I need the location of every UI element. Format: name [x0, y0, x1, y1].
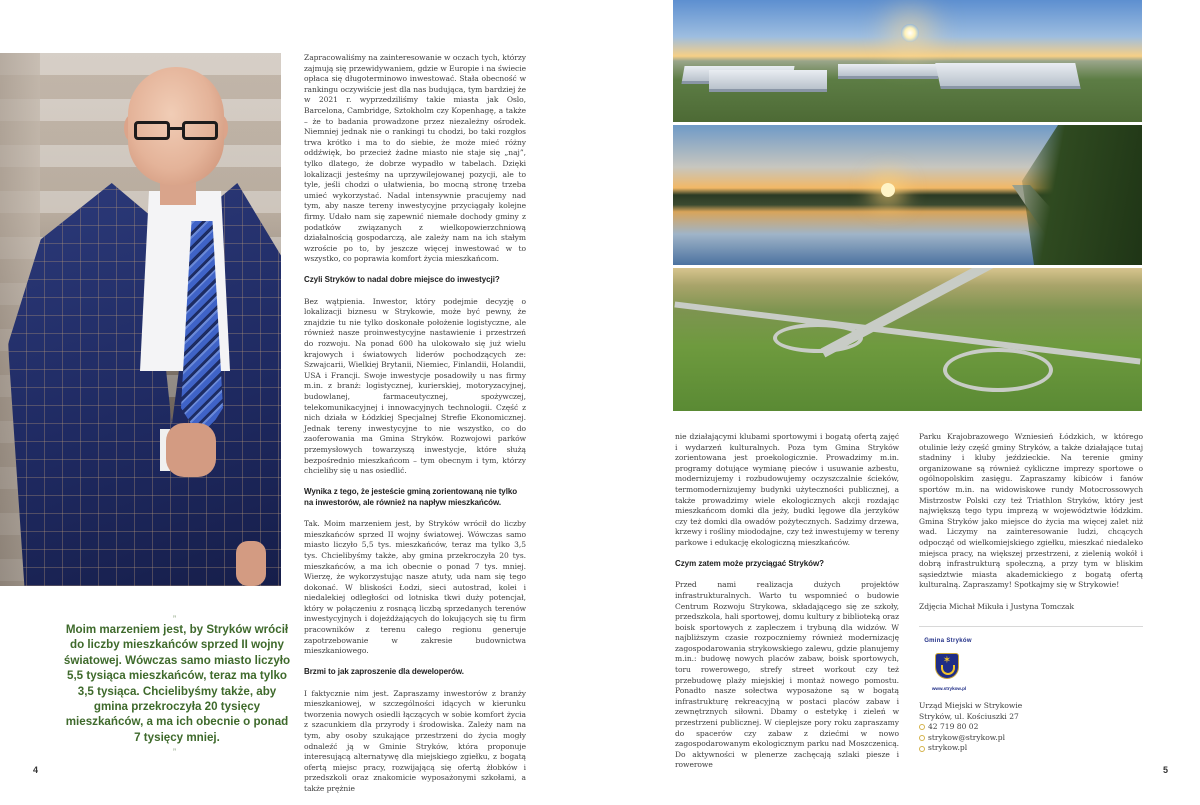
article-column-2 — [675, 432, 899, 771]
hand — [236, 541, 266, 586]
contact-email-row — [919, 733, 1022, 744]
email-icon — [919, 735, 925, 741]
contact-website-row — [919, 743, 1022, 754]
quote-open-icon: ” — [173, 614, 176, 624]
page-number-left: 4 — [33, 765, 39, 775]
warehouse — [709, 70, 827, 92]
gmina-strykow-logo — [924, 643, 970, 689]
hand — [166, 423, 216, 477]
paragraph: I faktycznie nim jest. Zapraszamy inwestorów z branży mieszkaniowej, w szczególności idących w kierunku tworzenia nowych osiedli łączących w sobie komfort życia z szacunkiem dla przyrody i środowiska. Zależy nam na tym, aby osoby szukające przestrzeni do życia mogły odnaleźć ją w Gminie Stryków, która proponuje interesującą alternatywę dla miejskiego zgiełku, z bogatą ofertą miejsc pracy, rozwijającą się ofertą żłobków i przedszkoli oraz znakomicie wyposażonymi szkołami, a także prężnie — [304, 688, 526, 793]
quote-close-icon: ” — [173, 747, 176, 757]
contact-website-link[interactable]: strykow.pl — [928, 743, 968, 753]
sun — [881, 183, 895, 197]
suit-jacket — [8, 183, 281, 586]
crescent-moon-icon — [941, 665, 955, 675]
glasses — [134, 121, 218, 141]
photo-lake — [673, 125, 1142, 265]
interchange-loop — [943, 348, 1053, 392]
interview-question: Czym zatem może przyciągać Stryków? — [675, 559, 824, 569]
portrait-photo — [0, 53, 281, 586]
photo-industrial-park — [673, 0, 1142, 122]
article-column-3 — [919, 432, 1143, 645]
pull-quote: Moim marzeniem jest, by Stryków wrócił do liczby mieszkańców sprzed II wojny światowej. Wówczas samo miasto liczyło 5,5 tysiąca mieszkańców, teraz ma tylko 3,5 tysiąca. Chcielibyśmy także, aby gmina przekroczyła 20 tysięcy mieszkańców, a ma ich obecnie o ponad 7 tysięcy mniej. — [63, 623, 291, 744]
logo-text: Gmina Stryków — [924, 638, 972, 644]
interview-question: Czyli Stryków to nadal dobre miejsce do inwestycji? — [304, 275, 500, 285]
contact-block — [919, 701, 1022, 754]
article-column-1 — [304, 53, 526, 795]
page-number-right: 5 — [1163, 765, 1169, 775]
coat-of-arms-icon — [935, 653, 959, 679]
contact-name: Urząd Miejski w Strykowie — [919, 701, 1023, 710]
paragraph: nie działającymi klubami sportowymi i bogatą ofertą zajęć i wydarzeń kulturalnych. Poza tym Gmina Stryków zorientowana jest proekologicznie. Prowadzimy m.in. programy dotujące wymianę pieców i usuwanie azbestu, modernizujemy i rozbudowujemy oczyszczalnie ścieków, termomodernizujemy budynki użyteczności publicznej, a także prowadzimy wiele ekologicznych akcji rozdając mieszkańcom domki dla jeży, budki lęgowe dla jerzyków czy też domki dla owadów pożytecznych. Sadzimy drzewa, krzewy i rośliny miododajne, czy też inwestujemy w tereny parkowe i edukację ekologiczną mieszkańców. — [675, 432, 899, 547]
interchange-loop — [773, 323, 863, 353]
star-icon: ✶ — [942, 655, 952, 666]
logo-url: www.strykow.pl — [931, 686, 967, 691]
paragraph: Tak. Moim marzeniem jest, by Stryków wrócił do liczby mieszkańców sprzed II wojny światowej. Wówczas samo miasto liczyło 5,5 tys. mieszkańców, teraz ma tylko 3,5 tys. Chcielibyśmy także, aby gmina przekroczyła 20 tys. mieszkańców, a ma ich obecnie o ponad 7 tys. mniej. Wierzę, że wykorzystując nasze atuty, uda nam się tego dokonać. W bliskości Łodzi, sieci autostrad, kolei i niedalekiej odległości od lotniska tkwi duży potencjał, który w połączeniu z rosnącą liczbą sprzedanych terenów inwestycyjnych i dojeżdżających do lokujących się tu firm pracowników z terenu całego regionu generuje zapotrzebowanie w zakresie budownictwa mieszkaniowego. — [304, 519, 526, 656]
contact-address: Stryków, ul. Kościuszki 27 — [919, 711, 1019, 721]
contact-phone[interactable]: 42 719 80 02 — [928, 722, 979, 732]
photo-credits: Zdjęcia Michał Mikuła i Justyna Tomczak — [919, 601, 1075, 611]
globe-icon — [919, 746, 925, 752]
contact-phone-row — [919, 722, 1022, 733]
phone-icon — [919, 724, 925, 730]
divider — [919, 626, 1143, 627]
photo-highway-interchange — [673, 268, 1142, 411]
paragraph: Przed nami realizacja dużych projektów infrastrukturalnych. Warto tu wspomnieć o budowie Centrum Rozwoju Strykowa, składającego się ze szkoły, przedszkola, hali sportowej, domu kultury z biblioteką oraz boisk sportowych z zapleczem i trybuną dla widzów. W najbliższym czasie rozpoczniemy również modernizację zagospodarowania strykowskiego zalewu, gdzie planujemy m.in.: budowę nowych placów zabaw, boisk sportowych, toru rowerowego, strefy street workout czy też przebudowę plaży miejskiej i montaż nowego pomostu. Ponadto nasze sołectwa wyposażone są w bogatą infrastrukturę rekreacyjną w postaci placów zabaw i zewnętrznych siłowni. Dbamy o estetykę i zieleń w przestrzeni publicznej. W cieplejsze pory roku zapraszamy do spacerów czy zabaw z dziećmi w nowo zagospodarowanym ekologicznym parku nad Moszczenicą. Do aktywności w plenerze zachęcają szlaki piesze i rowerowe — [675, 580, 899, 770]
sun — [901, 24, 919, 42]
motorway — [821, 268, 1108, 357]
interview-question: Wynika z tego, że jesteście gminą zorientowaną nie tylko na inwestorów, ale również na napływ mieszkańców. — [304, 487, 518, 507]
paragraph: Zapracowaliśmy na zainteresowanie w oczach tych, którzy zajmują się przewidywaniem, gdzie w Europie i na świecie opłaca się długoterminowo inwestować. Stała obecność w rankingu oczywiście jest dla nas budująca, tym bardziej że w 2021 r. wyprzedziliśmy takie miasta jak Oslo, Barcelona, Cambridge, Sztokholm czy Kopenhagę, a także – że to badania prowadzone przez niezależny ośrodek. Niemniej jednak nie o rankingi tu chodzi, bo taki rozgłos trwa krótko i ma to do siebie, że może mieć różny oddźwięk, bo przecież żadne miasto nie staje się „naj”, tylko dlatego, że dobrze wypadło w tabelach. Dzięki lokalizacji jesteśmy na uprzywilejowanej pozycji, ale to tyle, jeśli chodzi o ułatwienia, bo mocną stronę trzeba umieć wykorzystać. Nadal intensywnie pracujemy nad tym, aby nasze tereny inwestycyjne przyciągały kolejne firmy. Udało nam się zapewnić niemałe dochody gminy z podatków związanych z wielkopowierzchniową działalnością gospodarczą, ale zależy nam na ich stałym wzroście po to, by jeszcze więcej inwestować w to wszystko, co poprawia komfort życia mieszkańcom. — [304, 53, 526, 264]
trees — [1022, 125, 1142, 265]
interview-question: Brzmi to jak zaproszenie dla deweloperów. — [304, 667, 464, 677]
paragraph: Bez wątpienia. Inwestor, który podejmie decyzję o lokalizacji biznesu w Strykowie, może być pewny, że znajdzie tu nie tylko doskonałe położenie logistyczne, ale również nasze proinwestycyjne nastawienie i przestrzeń do rozwoju. Na ponad 600 ha ulokowało się już wielu krajowych i światowych liderów pochodzących ze: Szwajcarii, Wielkiej Brytanii, Niemiec, Finlandii, Holandii, USA i Francji. Swoje inwestycje posadowiły u nas firmy m.in. z branż: logistycznej, kurierskiej, motoryzacyjnej, budowlanej, farmaceutycznej, spożywczej, telekomunikacyjnej i innowacyjnych technologii. Część z nich działa w Łódzkiej Specjalnej Strefie Ekonomicznej. Jednak tereny inwestycyjne to nie wszystko, co do zaoferowania ma Gmina Stryków. Rozwojowi parków przemysłowych towarzyszą inwestycje, które służą bezpośrednio mieszkańcom – tym obecnym i tym, którzy chcieliby się u nas osiedlić. — [304, 296, 526, 476]
contact-email-link[interactable]: strykow@strykow.pl — [928, 732, 1006, 742]
warehouse — [838, 64, 938, 79]
warehouse — [935, 63, 1081, 89]
paragraph: Parku Krajobrazowego Wzniesień Łódzkich, w którego otulinie leży część gminy Stryków, a także działające tutaj stadniny i kluby jeździeckie. Na terenie gminy organizowane są również cykliczne imprezy sportowe o ogólnopolskim zasięgu. Zapraszamy kibiców i fanów sportów m.in. na widowiskowe rundy Motocrossowych Mistrzostw Polski czy też Triathlon Stryków, który jest największą tego typu imprezą w województwie łódzkim. Gmina Stryków jako miejsce do życia ma więcej zalet niż wad. Liczymy na zainteresowanie ludzi, chcących odpocząć od wielkomiejskiego zgiełku, mieszkać niedaleko miejsca pracy, na większej przestrzeni, z zielenią wokół i dobrą infrastrukturą społeczną, a przy tym w bliskim sąsiedztwie miasta akademickiego z bogatą ofertą kulturalną. Zapraszamy! Spotkajmy się w Strykowie! — [919, 432, 1143, 590]
